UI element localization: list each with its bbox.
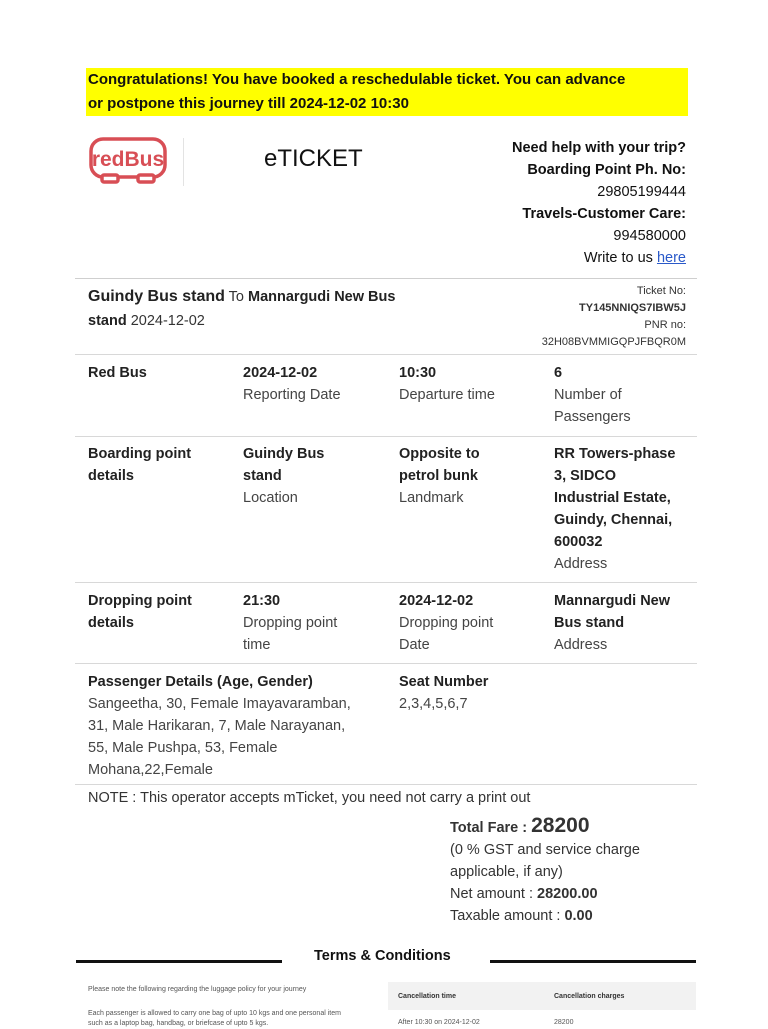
dropping-date-cell	[399, 590, 545, 656]
luggage-policy	[88, 1009, 378, 1029]
boarding-landmark-1: Opposite to	[399, 446, 480, 462]
passenger-count: 6	[554, 365, 563, 381]
dropping-time: 21:30	[243, 593, 281, 609]
passenger-details	[88, 671, 388, 781]
reschedule-banner	[86, 68, 688, 116]
help-block	[512, 137, 686, 269]
pnr-value: 32H08BVMMIGQPJFBQR0M	[541, 336, 686, 348]
terms-line-left	[76, 960, 282, 963]
dropping-address-1: Mannargudi New	[554, 593, 671, 609]
customer-care-phone: 994580000	[613, 228, 686, 244]
boarding-address-1: RR Towers-phase	[554, 446, 676, 462]
ticket-info	[542, 283, 686, 351]
mticket-note: NOTE : This operator accepts mTicket, you need not carry a print out	[88, 790, 531, 806]
dropping-date-label-2: Date	[399, 637, 430, 653]
passenger-line-3: 55, Male Pushpa, 53, Female	[88, 740, 278, 756]
taxable-amount-row	[450, 905, 690, 927]
redbus-logo	[88, 136, 168, 188]
boarding-phone: 29805199444	[597, 184, 686, 200]
net-amount-row	[450, 883, 690, 905]
dropping-address-cell	[554, 590, 700, 656]
dropping-time-label-1: Dropping point	[243, 615, 338, 631]
route-date: 2024-12-02	[126, 313, 205, 329]
cancellation-charges-header: Cancellation charges	[554, 993, 625, 1000]
reporting-date: 2024-12-02	[243, 365, 318, 381]
dropping-address-2: Bus stand	[554, 615, 625, 631]
operator-cell	[88, 362, 234, 384]
boarding-label-cell	[88, 443, 234, 487]
write-to-us	[512, 247, 686, 269]
reporting-date-label: Reporting Date	[243, 387, 341, 403]
cancellation-table-header	[388, 982, 696, 1010]
cancellation-row-charge: 28200	[554, 1019, 574, 1026]
net-amount-label: Net amount :	[450, 886, 538, 902]
boarding-label-2: details	[88, 468, 134, 484]
total-fare-label: Total Fare :	[450, 820, 532, 836]
boarding-location-label: Location	[243, 490, 298, 506]
boarding-address-2: 3, SIDCO	[554, 468, 617, 484]
boarding-landmark-label: Landmark	[399, 490, 464, 506]
passenger-count-cell	[554, 362, 700, 428]
boarding-divider	[75, 582, 697, 583]
route-to-2: stand	[88, 313, 127, 329]
logo-divider	[183, 138, 184, 186]
journey-divider	[75, 436, 697, 437]
boarding-location-cell	[243, 443, 389, 509]
taxable-amount-value: 0.00	[564, 908, 593, 924]
boarding-phone-label: Boarding Point Ph. No:	[527, 162, 686, 178]
total-fare-value: 28200	[531, 814, 590, 837]
seat-numbers	[399, 671, 488, 715]
fare-summary	[450, 815, 690, 927]
seat-number-value: 2,3,4,5,6,7	[399, 696, 468, 712]
passenger-count-label-2: Passengers	[554, 409, 631, 425]
page-title: eTICKET	[264, 145, 363, 172]
departure-time-cell	[399, 362, 545, 406]
logo-text: redBus	[91, 148, 165, 171]
route-divider	[75, 354, 697, 355]
boarding-address-cell	[554, 443, 700, 575]
passenger-line-2: 31, Male Harikaran, 7, Male Narayanan,	[88, 718, 346, 734]
route-to-word: To	[224, 289, 249, 305]
pnr-label: PNR no:	[644, 319, 686, 331]
passenger-count-label-1: Number of	[554, 387, 622, 403]
passenger-line-4: Mohana,22,Female	[88, 762, 213, 778]
boarding-address-4: Guindy, Chennai,	[554, 512, 673, 528]
operator-name: Red Bus	[88, 365, 147, 381]
gst-note-2: applicable, if any)	[450, 864, 563, 880]
luggage-intro: Please note the following regarding the luggage policy for your journey	[88, 986, 307, 993]
luggage-policy-1: Each passenger is allowed to carry one bag of upto 10 kgs and one personal item	[88, 1010, 341, 1017]
header-divider	[75, 278, 697, 279]
help-title: Need help with your trip?	[511, 140, 686, 156]
write-prefix: Write to us	[583, 250, 657, 266]
passenger-divider	[75, 784, 697, 785]
write-here-link[interactable]: here	[656, 250, 686, 266]
boarding-address-3: Industrial Estate,	[554, 490, 671, 506]
cancellation-row-time: After 10:30 on 2024-12-02	[398, 1019, 480, 1026]
boarding-landmark-2: petrol bunk	[399, 468, 478, 484]
seat-number-title: Seat Number	[399, 674, 489, 690]
dropping-date: 2024-12-02	[399, 593, 474, 609]
dropping-label-2: details	[88, 615, 134, 631]
boarding-address-5: 600032	[554, 534, 603, 550]
boarding-label-1: Boarding point	[88, 446, 192, 462]
ticket-no-label: Ticket No:	[636, 285, 686, 297]
boarding-landmark-cell	[399, 443, 545, 509]
passenger-line-1: Sangeetha, 30, Female Imayavaramban,	[88, 696, 351, 712]
route-to-1: Mannargudi New Bus	[248, 289, 396, 305]
route-summary	[88, 285, 448, 333]
reporting-date-cell	[243, 362, 389, 406]
dropping-time-cell	[243, 590, 389, 656]
route-from: Guindy Bus stand	[88, 288, 225, 305]
passenger-details-title: Passenger Details (Age, Gender)	[88, 674, 313, 690]
boarding-location-1: Guindy Bus	[243, 446, 325, 462]
cancellation-time-header: Cancellation time	[398, 993, 456, 1000]
total-fare-row	[450, 815, 690, 839]
dropping-address-label: Address	[554, 637, 608, 653]
ticket-no: TY145NNIQS7IBW5J	[579, 302, 686, 314]
departure-time: 10:30	[399, 365, 437, 381]
terms-line-right	[490, 960, 696, 963]
terms-title: Terms & Conditions	[314, 948, 451, 964]
luggage-policy-2: such as a laptop bag, handbag, or briefcase of upto 5 kgs.	[88, 1020, 269, 1027]
dropping-label-cell	[88, 590, 234, 634]
banner-line-1: Congratulations! You have booked a reschedulable ticket. You can advance	[88, 71, 626, 88]
dropping-time-label-2: time	[243, 637, 271, 653]
boarding-address-label: Address	[554, 556, 608, 572]
banner-line-2: or postpone this journey till 2024-12-02 10:30	[88, 95, 409, 112]
dropping-date-label-1: Dropping point	[399, 615, 494, 631]
customer-care-label: Travels-Customer Care:	[522, 206, 686, 222]
net-amount-value: 28200.00	[537, 886, 598, 902]
dropping-label-1: Dropping point	[88, 593, 192, 609]
boarding-location-2: stand	[243, 468, 282, 484]
gst-note-1: (0 % GST and service charge	[450, 842, 640, 858]
departure-time-label: Departure time	[399, 387, 495, 403]
dropping-divider	[75, 663, 697, 664]
taxable-amount-label: Taxable amount :	[450, 908, 565, 924]
